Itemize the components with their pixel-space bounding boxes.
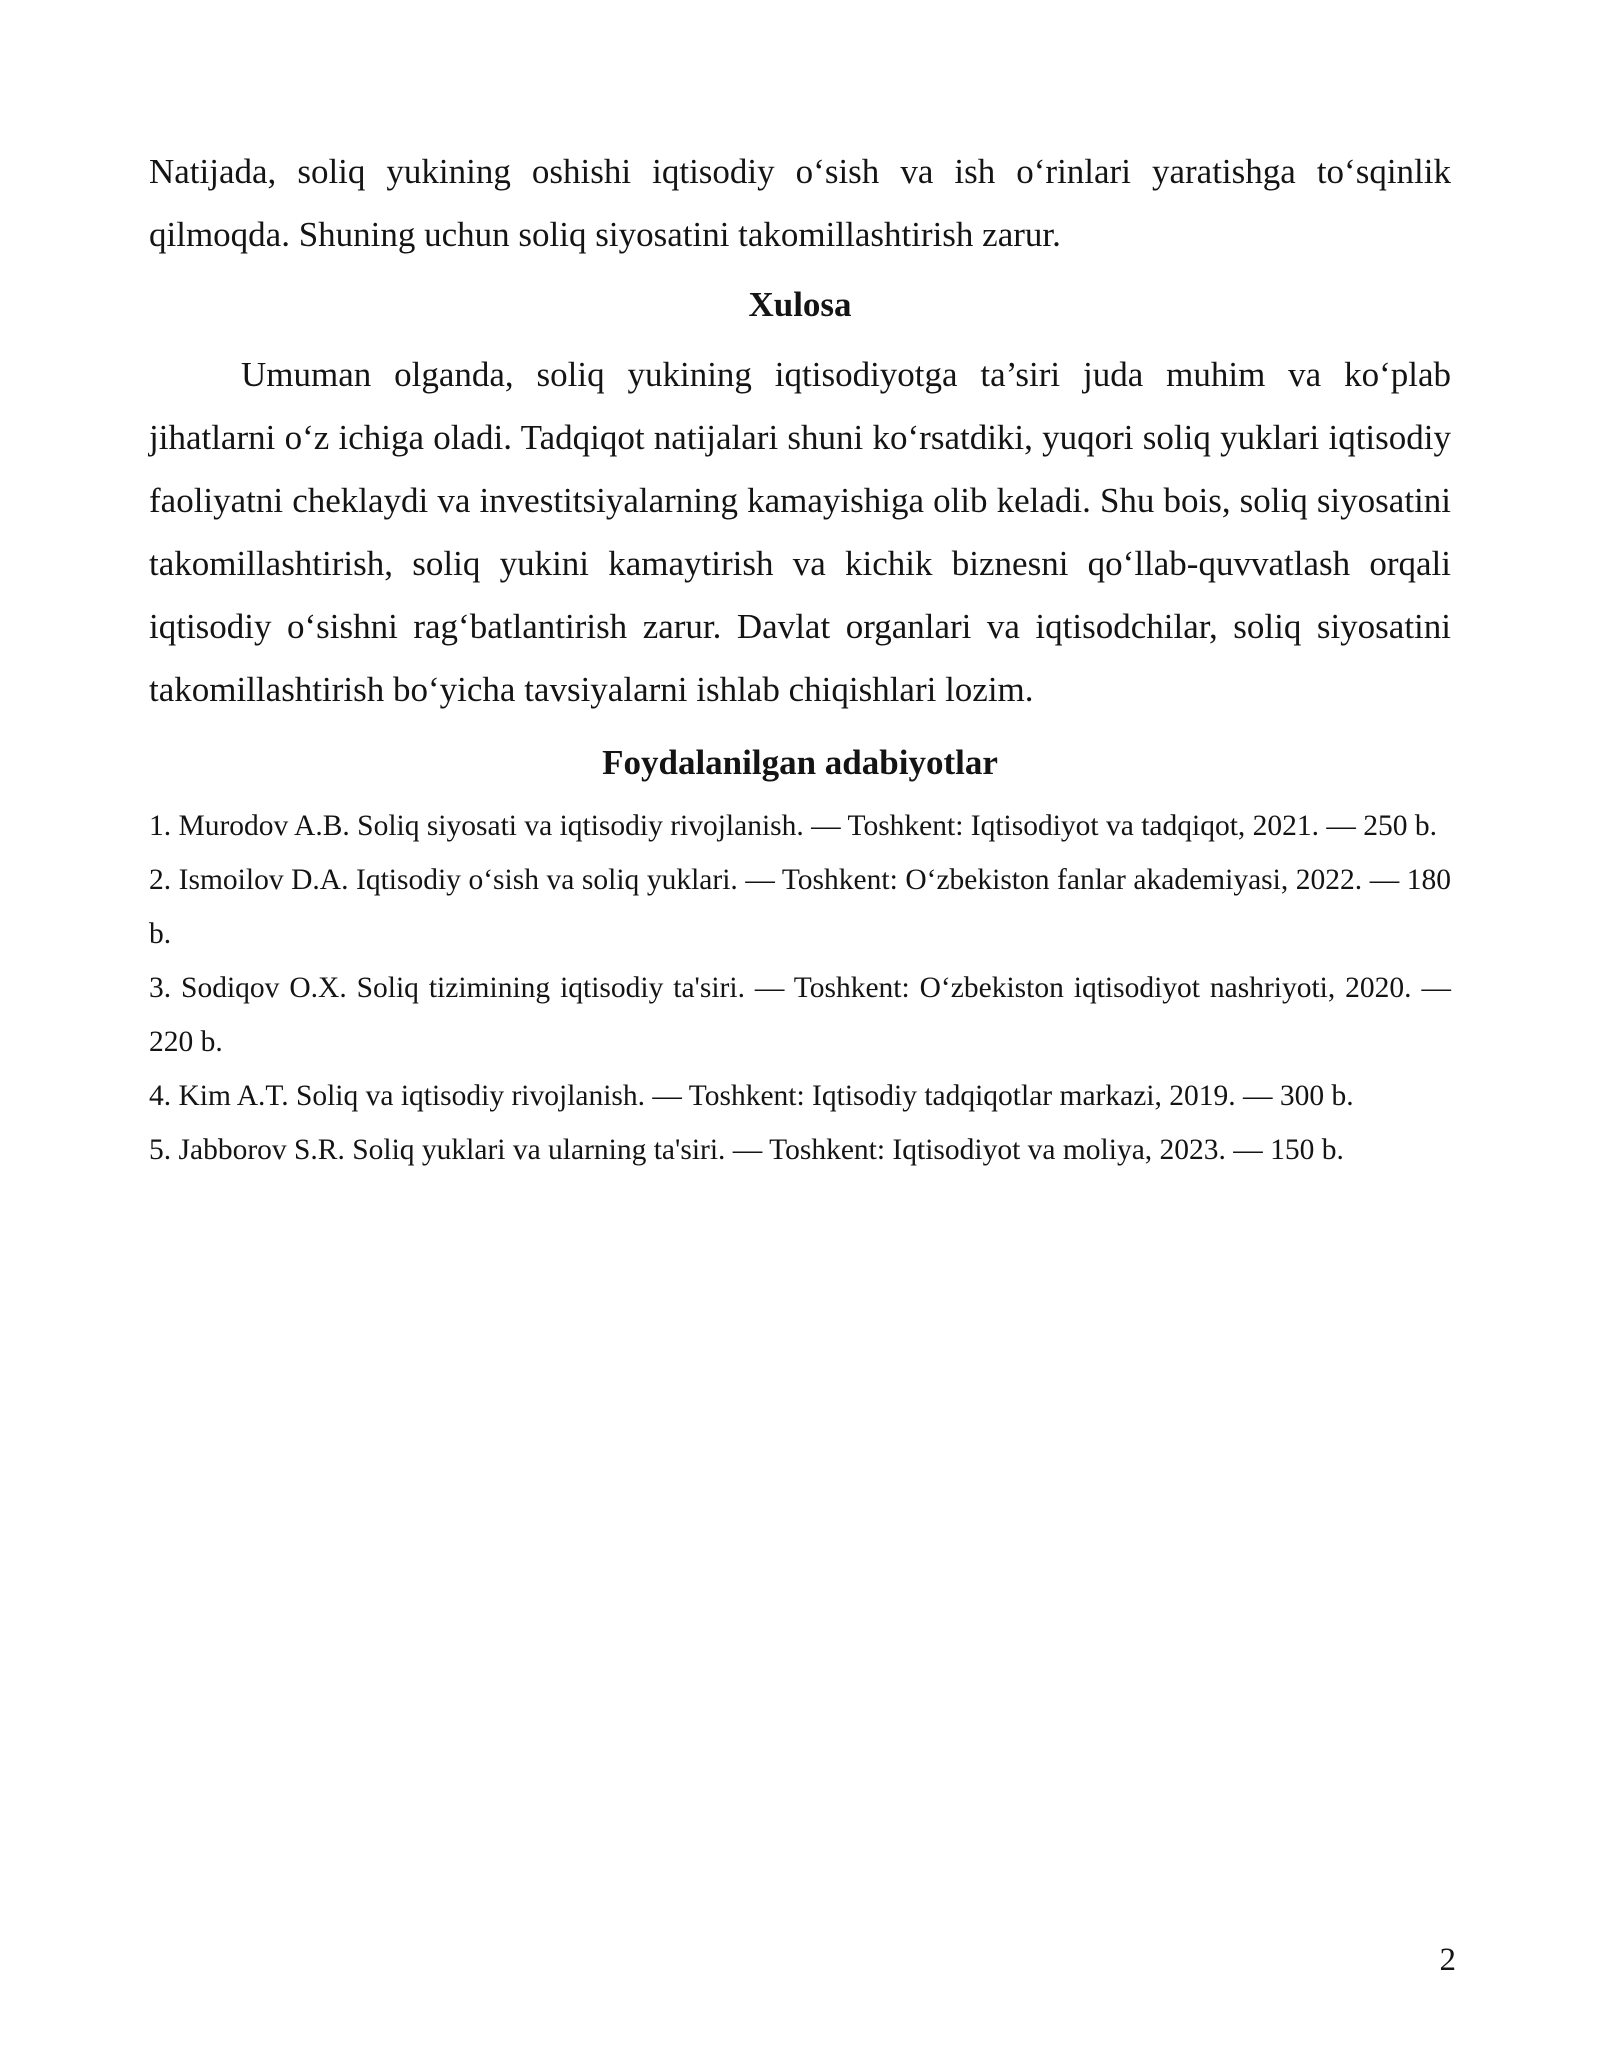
reference-item: 1. Murodov A.B. Soliq siyosati va iqtisodiy rivojlanish. — Toshkent: Iqtisodiyot va tadqiqot, 2021. — 250 b.: [149, 810, 1438, 842]
reference-item: 2. Ismoilov D.A. Iqtisodiy o‘sish va soliq yuklari. — Toshkent: O‘zbekiston fanlar akademiyasi, 2022. — 180 b.: [149, 864, 1451, 950]
conclusion-heading: Xulosa: [748, 285, 852, 324]
references-list: [149, 799, 1451, 1177]
reference-item: 5. Jabborov S.R. Soliq yuklari va ularning ta'siri. — Toshkent: Iqtisodiyot va moliya, 2023. — 150 b.: [149, 1134, 1344, 1166]
reference-item: 4. Kim A.T. Soliq va iqtisodiy rivojlanish. — Toshkent: Iqtisodiy tadqiqotlar markazi, 2019. — 300 b.: [149, 1080, 1354, 1112]
page-number: 2: [1439, 1942, 1456, 1978]
page-content: [149, 140, 1451, 1177]
references-heading: Foydalanilgan adabiyotlar: [602, 743, 998, 782]
conclusion-paragraph: Umuman olganda, soliq yukining iqtisodiyotga ta’siri juda muhim va ko‘plab jihatlarni o‘z ichiga oladi. Tadqiqot natijalari shuni ko‘rsatdiki, yuqori soliq yuklari iqtisodiy faoliyatni cheklaydi va investitsiyalarning kamayishiga olib keladi. Shu bois, soliq siyosatini takomillashtirish, soliq yukini kamaytirish va kichik biznesni qo‘llab-quvvatlash orqali iqtisodiy o‘sishni rag‘batlantirish zarur. Davlat organlari va iqtisodchilar, soliq siyosatini takomillashtirish bo‘yicha tavsiyalarni ishlab chiqishlari lozim.: [149, 355, 1451, 709]
intro-paragraph: Natijada, soliq yukining oshishi iqtisodiy o‘sish va ish o‘rinlari yaratishga to‘sqinlik qilmoqda. Shuning uchun soliq siyosatini takomillashtirish zarur.: [149, 152, 1451, 254]
reference-item: 3. Sodiqov O.X. Soliq tizimining iqtisodiy ta'siri. — Toshkent: O‘zbekiston iqtisodiyot nashriyoti, 2020. — 220 b.: [149, 972, 1451, 1058]
